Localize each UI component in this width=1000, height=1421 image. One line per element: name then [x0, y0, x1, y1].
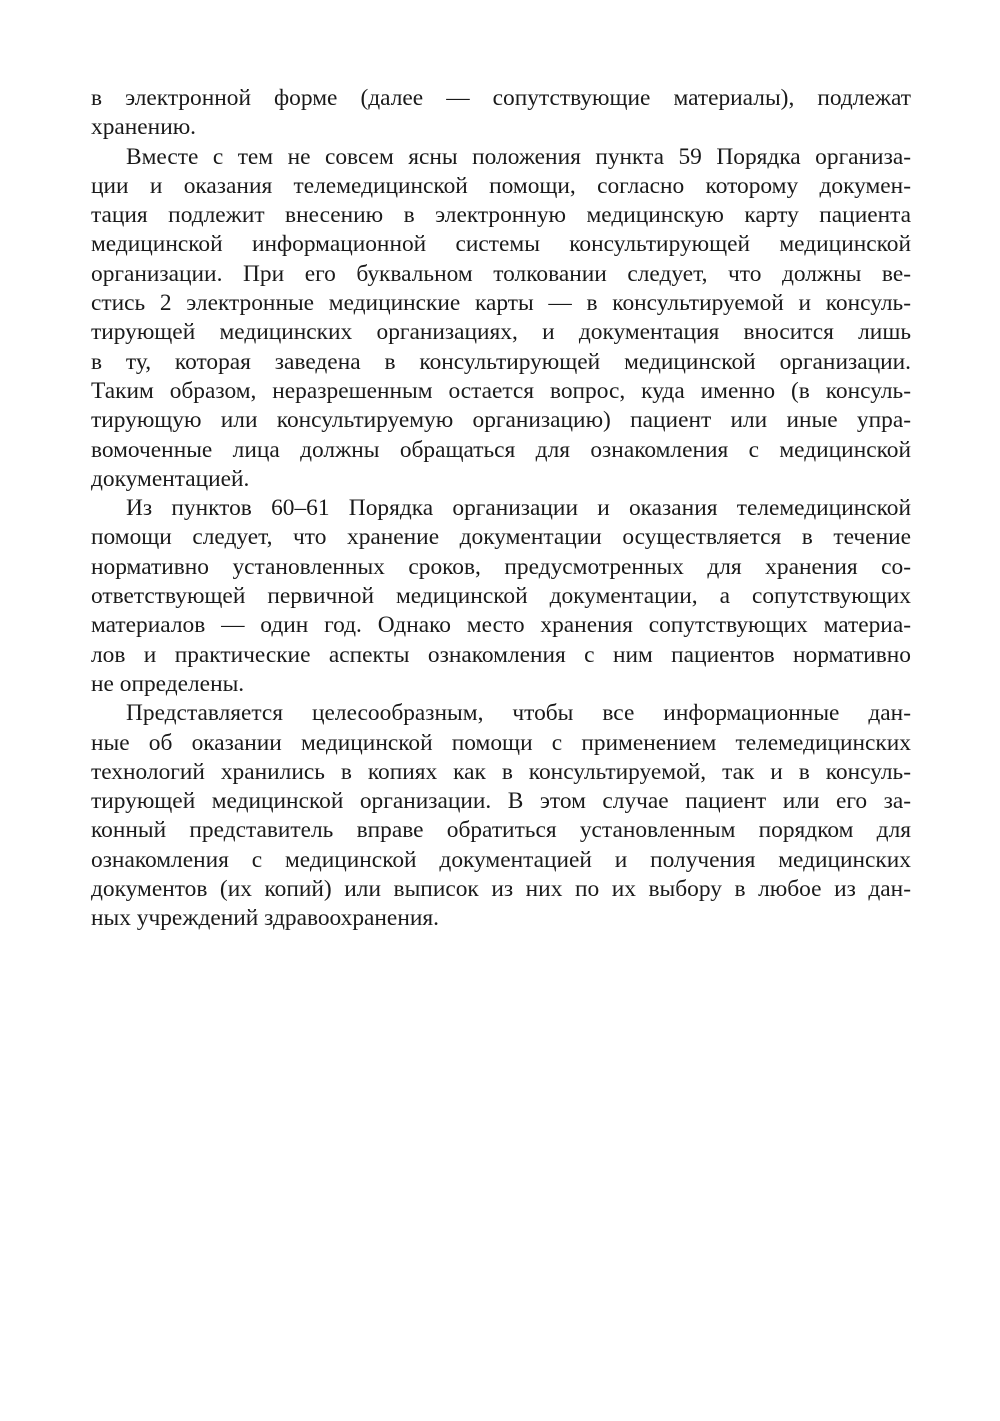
paragraph — [91, 84, 911, 143]
text-line: нормативно установленных сроков, предусмотренных для хранения со- — [91, 553, 911, 580]
text-line: конный представитель вправе обратиться установленным порядком для — [91, 817, 911, 844]
text-line: ных учреждений здравоохранения. — [91, 905, 439, 932]
text-line: материалов — один год. Однако место хранения сопутствующих материа- — [91, 612, 911, 639]
text-line: в электронной форме (далее — сопутствующие материалы), подлежат — [91, 85, 911, 111]
text-line: ные об оказании медицинской помощи с применением телемедицинских — [91, 729, 911, 756]
paragraph — [91, 494, 911, 699]
text-line: тирующую или консультируемую организацию) пациент или иные упра- — [91, 407, 911, 434]
text-line: ознакомления с медицинской документацией и получения медицинских — [91, 846, 911, 873]
text-line: не определены. — [91, 670, 245, 697]
text-line: стись 2 электронные медицинские карты — в консультируемой и консуль- — [91, 290, 911, 317]
text-line: лов и практические аспекты ознакомления с ним пациентов нормативно — [91, 641, 911, 668]
text-line: помощи следует, что хранение документации осуществляется в течение — [91, 524, 911, 551]
text-line: хранению. — [91, 114, 197, 141]
paragraph — [91, 143, 911, 495]
text-line: медицинской информационной системы консультирующей медицинской — [91, 231, 911, 258]
document-body — [91, 84, 911, 934]
text-line: ответствующей первичной медицинской документации, а сопутствующих — [91, 583, 911, 610]
text-line: документов (их копий) или выписок из них по их выбору в любое из дан- — [91, 876, 911, 903]
text-line: в ту, которая заведена в консультирующей медицинской организации. — [91, 348, 911, 375]
text-line: Из пунктов 60–61 Порядка организации и оказания телемедицинской — [126, 495, 911, 522]
text-line: вомоченные лица должны обращаться для ознакомления с медицинской — [91, 436, 911, 463]
text-line: Представляется целесообразным, чтобы все информационные дан- — [126, 700, 911, 727]
text-line: Таким образом, неразрешенным остается вопрос, куда именно (в консуль- — [91, 377, 911, 404]
text-line: Вместе с тем не совсем ясны положения пункта 59 Порядка организа- — [126, 143, 911, 170]
text-line: технологий хранились в копиях как в консультируемой, так и в консуль- — [91, 758, 911, 785]
text-line: документацией. — [91, 465, 250, 492]
text-line: организации. При его буквальном толковании следует, что должны ве- — [91, 260, 911, 287]
text-line: тирующей медицинских организациях, и документация вносится лишь — [91, 319, 911, 346]
paragraph — [91, 699, 911, 933]
text-line: ции и оказания телемедицинской помощи, согласно которому докумен- — [91, 172, 911, 199]
text-line: тация подлежит внесению в электронную медицинскую карту пациента — [91, 202, 911, 229]
text-line: тирующей медицинской организации. В этом случае пациент или его за- — [91, 788, 911, 815]
